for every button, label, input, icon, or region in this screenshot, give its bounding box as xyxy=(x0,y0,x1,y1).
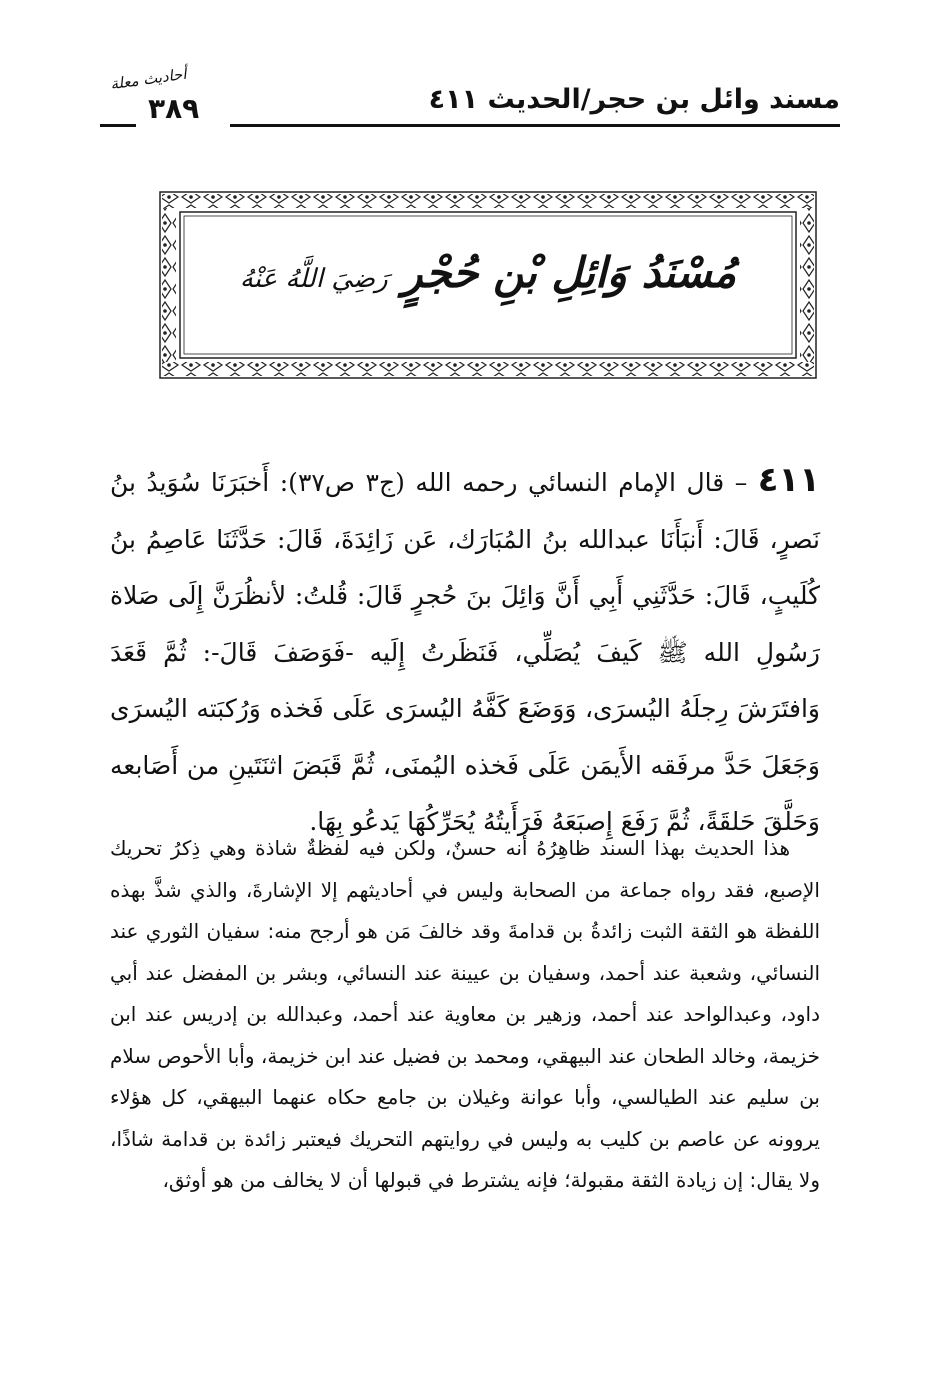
page-number-dash xyxy=(100,124,136,127)
page-number: ٣٨٩ xyxy=(148,92,200,125)
hadith-text: – قال الإمام النسائي رحمه الله (ج٣ ص٣٧): أَخبَرَنَا سُوَيدُ بنُ نَصرٍ، قَالَ: أَنبَأَنَا عبدالله بنُ المُبَارَك، عَن زَائِدَةَ، قَالَ: حَدَّثَنَا عَاصِمُ بنُ كُلَيبٍ، قَالَ: حَدَّثَنِي أَبِي أَنَّ وَائِلَ بنَ حُجرٍ قَالَ: قُلتُ: لأنظُرَنَّ إِلَى صَلاة رَسُولِ الله ﷺ كَيفَ يُصَلِّي، فَنَظَرتُ إِلَيه -فَوَصَفَ قَالَ-: ثُمَّ قَعَدَ وَافتَرَشَ رِجلَهُ اليُسرَى، وَوَضَعَ كَفَّهُ اليُسرَى عَلَى فَخذه وَرُكبَته اليُسرَى وَجَعَلَ حَدَّ مرفَقه الأَيمَن عَلَى فَخذه اليُمنَى، ثُمَّ قَبَضَ اثنَتَينِ من أَصَابعه وَحَلَّقَ حَلقَةً، ثُمَّ رَفَعَ إِصبَعَهُ فَرَأَيتُهُ يُحَرِّكُهَا يَدعُو بِهَا. xyxy=(110,468,820,836)
page-header xyxy=(100,64,840,130)
book-name: أحاديث معلة xyxy=(109,64,188,94)
hadith-text-block xyxy=(110,452,820,851)
section-title-honorific: رَضِيَ اللَّهُ عَنْهُ xyxy=(239,264,388,294)
section-title xyxy=(158,248,818,297)
section-title-main: مُسْنَدُ وَائِلِ بْنِ حُجْرٍ xyxy=(402,248,737,297)
section-title-frame xyxy=(158,190,818,380)
hadith-number: ٤١١ xyxy=(757,460,821,500)
running-title: مسند وائل بن حجر/الحديث ٤١١ xyxy=(428,84,840,115)
commentary-paragraph: هذا الحديث بهذا السند ظاهِرُهُ أنه حسنٌ، ولكن فيه لفظةٌ شاذة وهي ذِكرُ تحريك الإصبع، فقد رواه جماعة من الصحابة وليس في أحاديثهم إلا الإشارةَ، والذي شذَّ بهذه اللفظة هو الثقة الثبت زائدةُ بن قدامةَ وقد خالفَ مَن هو أرجح منه: سفيان الثوري عند النسائي، وشعبة عند أحمد، وسفيان بن عيينة عند النسائي، وبشر بن المفضل عند أبي داود، وعبدالواحد عند أحمد، وزهير بن معاوية عند أحمد، وعبدالله بن إدريس عند ابن خزيمة، وخالد الطحان عند البيهقي، ومحمد بن فضيل عند ابن خزيمة، وأبا الأحوص سلام بن سليم عند الطيالسي، وأبا عوانة وغيلان بن جامع حكاه عنهما البيهقي، كل هؤلاء يروونه عن عاصم بن كليب به وليس في روايتهم التحريك فيعتبر زائدة بن قدامة شاذًا، ولا يقال: إن زيادة الثقة مقبولة؛ فإنه يشترط في قبولها أن لا يخالف من هو أوثق، xyxy=(110,836,820,1192)
header-rule xyxy=(230,124,840,127)
